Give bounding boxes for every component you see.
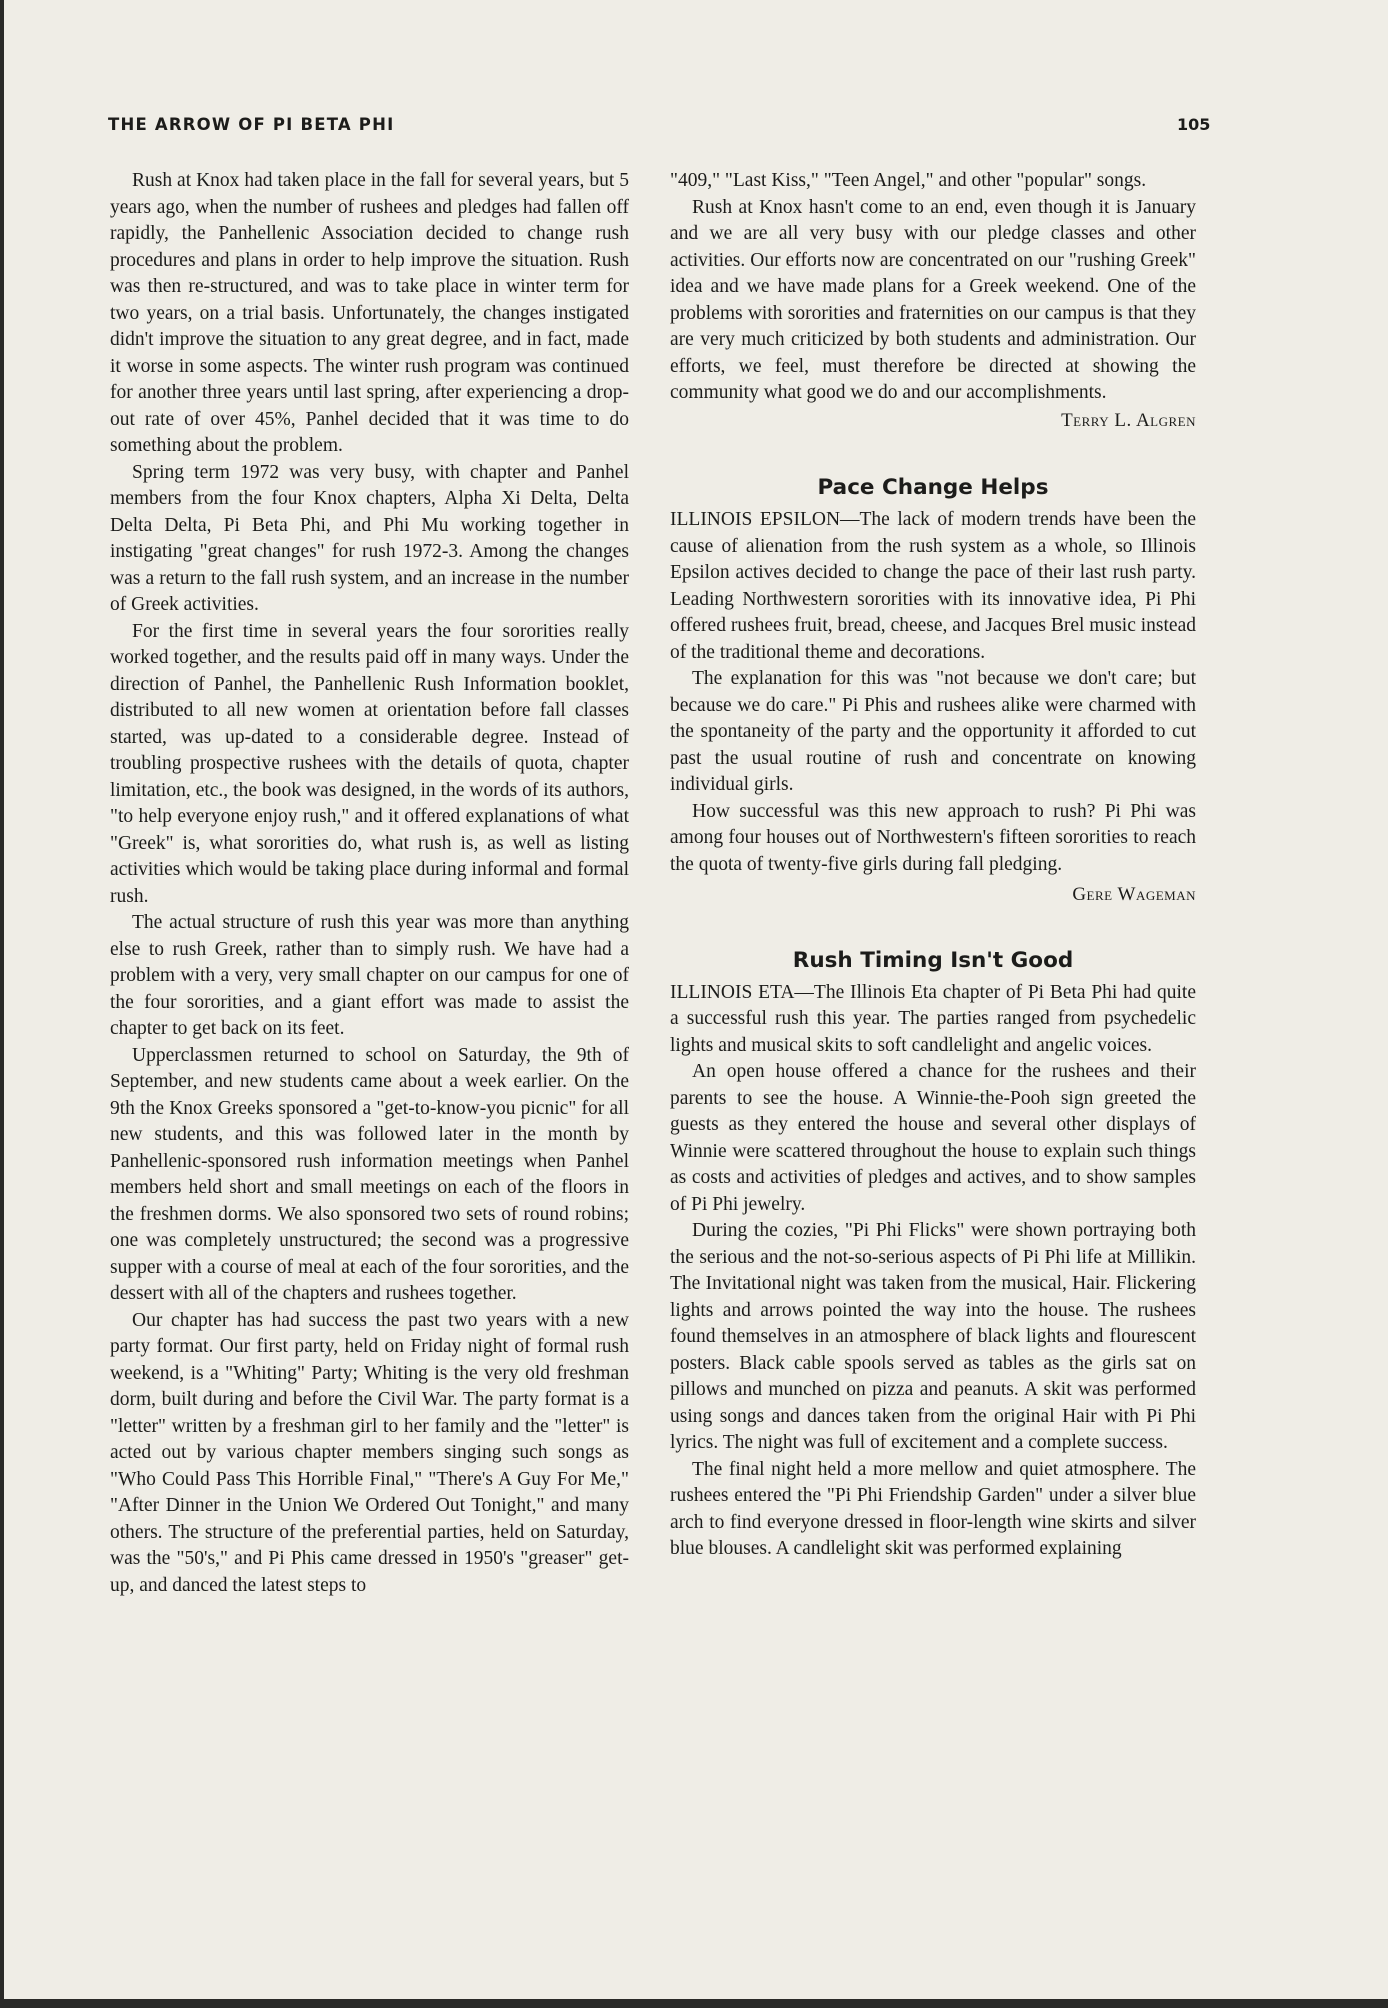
paragraph: Rush at Knox hasn't come to an end, even though it is January and we are all very busy with our pledge classes and other activities. Our efforts now are concentrated on our "rushing Greek" idea and we have made plans for a Greek weekend. One of the problems with sororities and fraternities on our campus is that they are very much criticized by both students and administration. Our efforts, we feel, must therefore be directed at showing the community what good we do and our accomplishments. <box>670 196 1196 403</box>
paragraph: The final night held a more mellow and quiet atmosphere. The rushees entered the "Pi Phi Friendship Garden" under a silver blue arch to find everyone dressed in floor-length wine skirts and silver blue blouses. A candlelight skit was performed explaining <box>670 1458 1196 1559</box>
paragraph: The actual structure of rush this year was more than anything else to rush Greek, rather than to simply rush. We have had a problem with a very, very small chapter on our campus for one of the four sororities, and a giant effort was made to assist the chapter to get back on its feet. <box>110 912 629 1039</box>
paragraph: "409," "Last Kiss," "Teen Angel," and other "popular" songs. <box>670 170 1147 191</box>
paragraph: An open house offered a chance for the rushees and their parents to see the house. A Winnie-the-Pooh sign greeted the guests as they entered the house and several other displays of Winnie were scattered throughout the house to explain such things as costs and activities of pledges and actives, and to show samples of Pi Phi jewelry. <box>670 1061 1196 1215</box>
right-column <box>670 168 1196 1983</box>
left-column <box>110 168 629 1983</box>
paragraph: Upperclassmen returned to school on Saturday, the 9th of September, and new students came about a week earlier. On the 9th the Knox Greeks sponsored a "get-to-know-you picnic" for all new students, and this was followed later in the month by Panhellenic-sponsored rush information meetings when Panhel members held short and small meetings on each of the floors in the freshmen dorms. We also sponsored two sets of round robins; one was completely unstructured; the second was a progressive supper with a course of meal at each of the four sororities, and the dessert with all of the chapters and rushees together. <box>110 1044 629 1304</box>
paragraph: ILLINOIS ETA—The Illinois Eta chapter of Pi Beta Phi had quite a successful rush this year. The parties ranged from psychedelic lights and musical skits to soft candlelight and angelic voices. <box>670 981 1196 1056</box>
scan-edge-bottom <box>0 1999 1388 2008</box>
author-signature: Gere Wageman <box>1072 884 1196 905</box>
paragraph: The explanation for this was "not because we don't care; but because we do care." Pi Phis and rushees alike were charmed with the spontaneity of the party and the opportunity it afforded to cut past the usual routine of rush and concentrate on knowing individual girls. <box>670 668 1196 795</box>
paragraph: Spring term 1972 was very busy, with chapter and Panhel members from the four Knox chapters, Alpha Xi Delta, Delta Delta Delta, Pi Beta Phi, and Phi Mu working together in instigating "great changes" for rush 1972-3. Among the changes was a return to the fall rush system, and an increase in the number of Greek activities. <box>110 461 629 615</box>
paragraph: Our chapter has had success the past two years with a new party format. Our first party, held on Friday night of formal rush weekend, is a "Whiting" Party; Whiting is the very old freshman dorm, built during and before the Civil War. The party format is a "letter" written by a freshman girl to her family and the "letter" is acted out by various chapter members singing such songs as "Who Could Pass This Horrible Final," "There's A Guy For Me," "After Dinner in the Union We Ordered Out Tonight," and many others. The structure of the preferential parties, held on Saturday, was the "50's," and Pi Phis came dressed in 1950's "greaser" get-up, and danced the latest steps to <box>110 1309 629 1596</box>
paragraph: How successful was this new approach to rush? Pi Phi was among four houses out of Northwestern's fifteen sororities to reach the quota of twenty-five girls during fall pledging. <box>670 800 1196 875</box>
paragraph: Rush at Knox had taken place in the fall for several years, but 5 years ago, when the number of rushees and pledges had fallen off rapidly, the Panhellenic Association decided to change rush procedures and plans in order to help improve the situation. Rush was then re-structured, and was to take place in winter term for two years, on a trial basis. Unfortunately, the changes instigated didn't improve the situation to any great degree, and in fact, made it worse in some aspects. The winter rush program was continued for another three years until last spring, after experiencing a drop-out rate of over 45%, Panhel decided that it was time to do something about the problem. <box>110 170 629 456</box>
running-title: THE ARROW OF PI BETA PHI <box>108 115 395 134</box>
paragraph: ILLINOIS EPSILON—The lack of modern trends have been the cause of alienation from the rush system as a whole, so Illinois Epsilon actives decided to change the pace of their last rush party. Leading Northwestern sororities with its innovative idea, Pi Phi offered rushees fruit, bread, cheese, and Jacques Brel music instead of the traditional theme and decorations. <box>670 509 1196 663</box>
article-heading: Pace Change Helps <box>817 475 1049 500</box>
paragraph: For the first time in several years the four sororities really worked together, and the results paid off in many ways. Under the direction of Panhel, the Panhellenic Rush Information booklet, distributed to all new women at orientation before fall classes started, was up-dated to a considerable degree. Instead of troubling prospective rushees with the details of quota, chapter limitation, etc., the book was designed, in the words of its authors, "to help everyone enjoy rush," and it offered explanations of what "Greek" is, what sororities do, what rush is, as well as listing activities which would be taking place during informal and formal rush. <box>110 620 629 907</box>
author-signature: Terry L. Algren <box>1061 409 1196 431</box>
article-heading: Rush Timing Isn't Good <box>792 947 1074 973</box>
paragraph: During the cozies, "Pi Phi Flicks" were shown portraying both the serious and the not-so-serious aspects of Pi Phi life at Millikin. The Invitational night was taken from the musical, Hair. Flickering lights and arrows pointed the way into the house. The rushees found themselves in an atmosphere of black lights and flourescent posters. Black cable spools served as tables as the girls sat on pillows and munched on pizza and peanuts. A skit was performed using songs and dances taken from the original Hair with Pi Phi lyrics. The night was full of excitement and a complete success. <box>670 1220 1196 1453</box>
page-number: 105 <box>1177 115 1211 134</box>
scan-edge-left <box>0 0 4 2008</box>
